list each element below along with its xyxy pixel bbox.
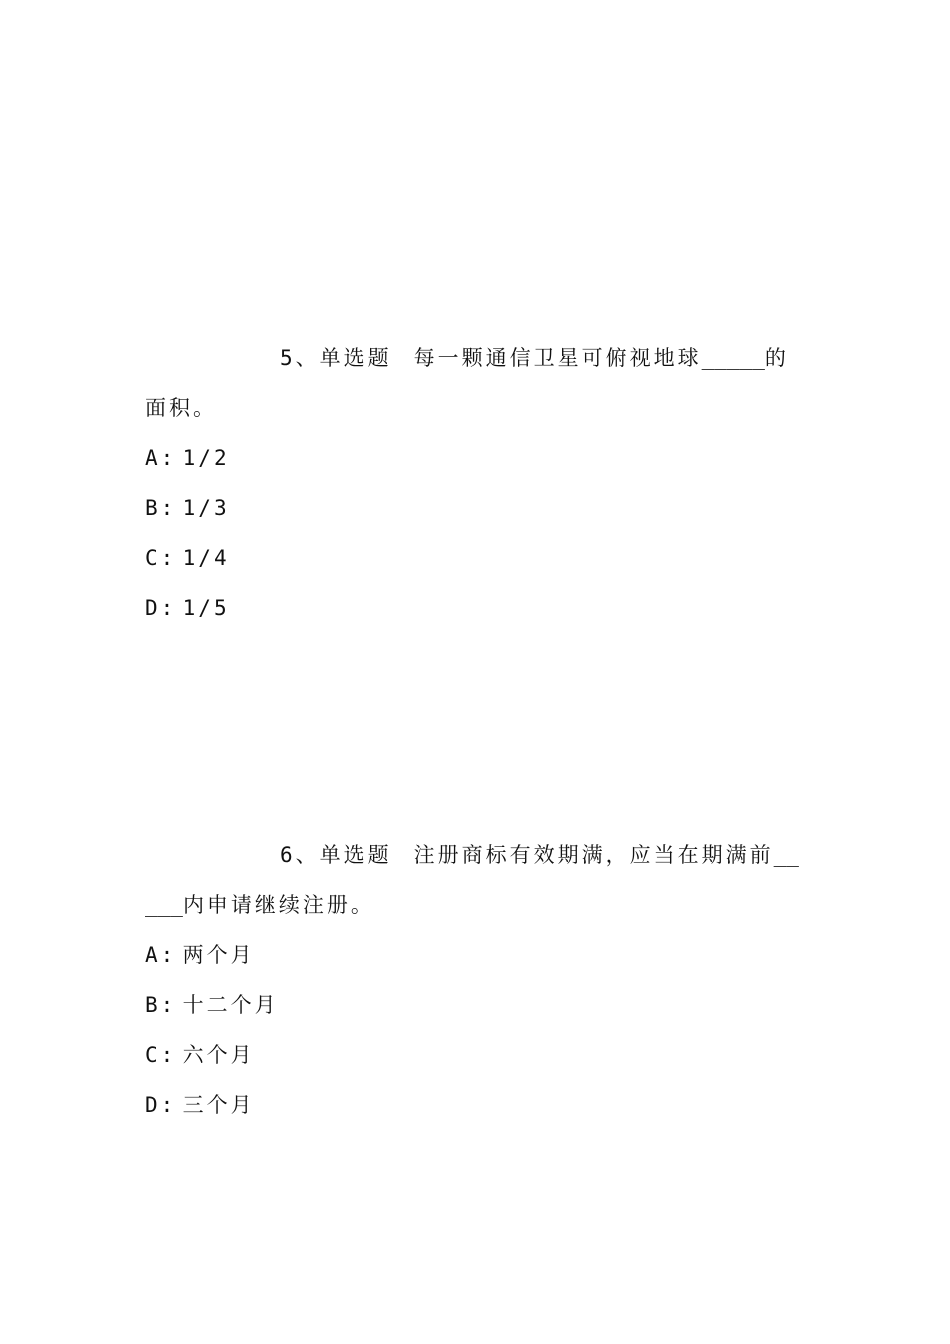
option-letter: A xyxy=(145,446,161,470)
option-letter: D xyxy=(145,1093,161,1117)
option-letter: A xyxy=(145,943,161,967)
stem-text: 注册商标有效期满，应当在期满前 xyxy=(413,843,774,867)
option-letter: C xyxy=(145,546,161,570)
option-text: 1/2 xyxy=(182,446,230,470)
option-list xyxy=(145,433,810,633)
question-type: 单选题 xyxy=(319,843,392,867)
option-letter: C xyxy=(145,1043,161,1067)
option-letter: B xyxy=(145,993,161,1017)
option-text: 三个月 xyxy=(182,1093,255,1117)
option-a: A: 两个月 xyxy=(145,930,810,980)
answer-blank: _____ xyxy=(145,843,799,917)
option-a: A: 1/2 xyxy=(145,433,810,483)
question-6 xyxy=(145,830,810,1130)
question-number: 6、 xyxy=(280,843,320,867)
option-c: C: 1/4 xyxy=(145,533,810,583)
stem-text-end: 的面积。 xyxy=(145,346,789,420)
option-list xyxy=(145,930,810,1130)
option-text: 两个月 xyxy=(182,943,255,967)
option-letter: D xyxy=(145,596,161,620)
option-b: B: 1/3 xyxy=(145,483,810,533)
option-text: 1/3 xyxy=(182,496,230,520)
option-text: 六个月 xyxy=(182,1043,255,1067)
question-number: 5、 xyxy=(280,346,320,370)
option-text: 1/5 xyxy=(182,596,230,620)
question-5 xyxy=(145,333,810,633)
option-text: 十二个月 xyxy=(182,993,279,1017)
option-c: C: 六个月 xyxy=(145,1030,810,1080)
question-stem xyxy=(145,830,810,930)
question-type: 单选题 xyxy=(319,346,392,370)
option-d: D: 三个月 xyxy=(145,1080,810,1130)
question-stem xyxy=(145,333,810,433)
option-d: D: 1/5 xyxy=(145,583,810,633)
option-text: 1/4 xyxy=(182,546,230,570)
stem-text: 每一颗通信卫星可俯视地球 xyxy=(413,346,702,370)
answer-blank: _____ xyxy=(701,346,765,370)
option-b: B: 十二个月 xyxy=(145,980,810,1030)
option-letter: B xyxy=(145,496,161,520)
stem-text-end: 内申请继续注册。 xyxy=(182,893,375,917)
